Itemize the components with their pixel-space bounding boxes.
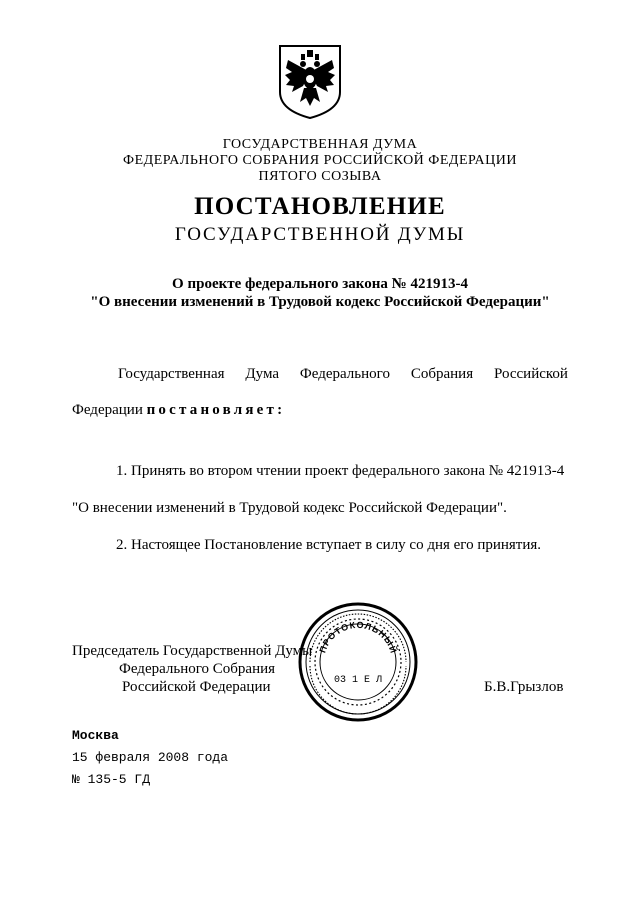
stamp-number: 03 1 Е Л bbox=[333, 675, 383, 686]
svg-text:ПРОТОКОЛЬНЫЙ bbox=[317, 620, 399, 655]
intro-line-2 bbox=[72, 402, 285, 419]
intro-word: Государственная bbox=[118, 366, 225, 382]
signatory-title-line-3: Российской Федерации bbox=[122, 679, 271, 695]
signatory-title-line-1: Председатель Государственной Думы bbox=[72, 643, 313, 659]
subject-line-2: "О внесении изменений в Трудовой кодекс Российской Федерации" bbox=[90, 294, 550, 310]
footer-number: № 135-5 ГД bbox=[72, 772, 151, 787]
intro-word: Дума bbox=[245, 366, 280, 382]
document-title: ПОСТАНОВЛЕНИЕ bbox=[194, 193, 446, 220]
document-subtitle: ГОСУДАРСТВЕННОЙ ДУМЫ bbox=[174, 224, 466, 245]
point-2: 2. Настоящее Постановление вступает в силу со дня его принятия. bbox=[116, 537, 542, 553]
signatory-name: Б.В.Грызлов bbox=[484, 679, 564, 695]
point-1-line-1: 1. Принять во втором чтении проект федерального закона № 421913-4 bbox=[116, 463, 565, 479]
header-line-duma: ГОСУДАРСТВЕННАЯ ДУМА bbox=[222, 137, 418, 152]
signatory-title-line-2: Федерального Собрания bbox=[119, 661, 276, 677]
intro-word: Федерального bbox=[299, 366, 390, 382]
point-1-line-2: "О внесении изменений в Трудовой кодекс Российской Федерации". bbox=[72, 500, 507, 516]
subject-line-1: О проекте федерального закона № 421913-4 bbox=[172, 276, 468, 292]
intro-word: Собрания bbox=[410, 366, 474, 382]
header-line-convocation: ПЯТОГО СОЗЫВА bbox=[258, 169, 382, 184]
footer-date: 15 февраля 2008 года bbox=[72, 750, 229, 765]
intro-word: Российской bbox=[494, 366, 568, 382]
header-line-assembly: ФЕДЕРАЛЬНОГО СОБРАНИЯ РОССИЙСКОЙ ФЕДЕРАЦИИ bbox=[123, 153, 517, 168]
coat-of-arms-icon bbox=[274, 42, 346, 120]
footer-city: Москва bbox=[72, 728, 119, 743]
official-stamp bbox=[296, 600, 420, 724]
intro-federation: Федерации bbox=[72, 402, 147, 418]
stamp-label: ПРОТОКОЛЬНЫЙ bbox=[317, 619, 399, 656]
intro-line-1 bbox=[118, 366, 568, 383]
decrees-word: постановляет: bbox=[146, 402, 286, 418]
